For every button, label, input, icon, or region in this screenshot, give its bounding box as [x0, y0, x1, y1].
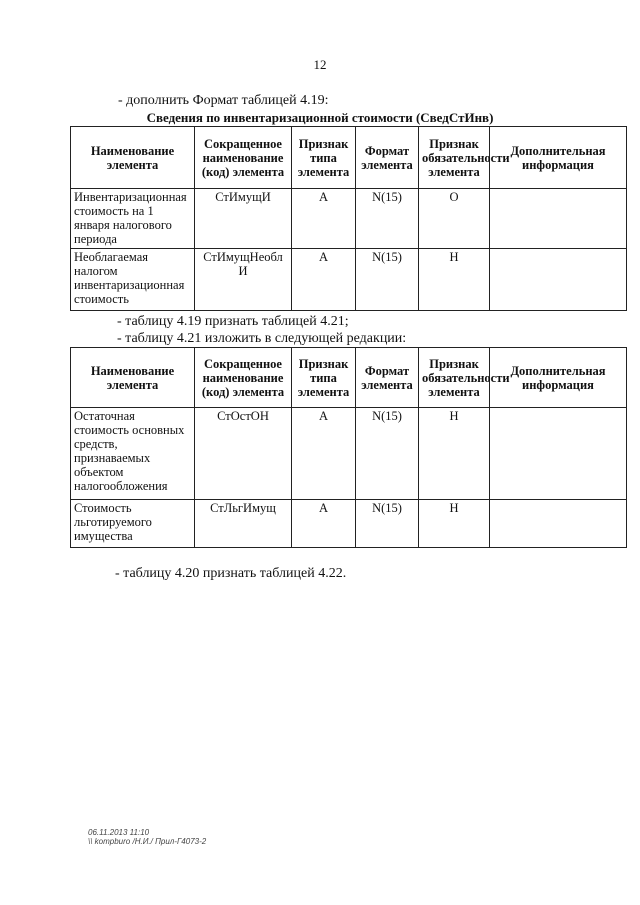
cell-required: Н	[419, 249, 490, 311]
note-3: - таблицу 4.20 признать таблицей 4.22.	[115, 566, 347, 581]
header-format: Формат элемента	[356, 348, 419, 408]
cell-short-name: СтЛьгИмущ	[195, 500, 292, 548]
header-required: Признак обязательности элемента	[419, 127, 490, 189]
cell-format: N(15)	[356, 249, 419, 311]
table-2-header-row	[71, 348, 627, 408]
cell-element-name: Инвентаризационная стоимость на 1 января налогового периода	[71, 189, 195, 249]
cell-element-name: Остаточная стоимость основных средств, признаваемых объектом налогообложения	[71, 408, 195, 500]
cell-element-name: Необлагаемая налогом инвентаризационная стоимость	[71, 249, 195, 311]
cell-short-name: СтИмущИ	[195, 189, 292, 249]
footer-timestamp: 06.11.2013 11:10	[88, 828, 150, 837]
cell-format: N(15)	[356, 408, 419, 500]
table1-title: Сведения по инвентаризационной стоимости (СведСтИнв)	[146, 110, 494, 125]
header-additional-info: Дополнительная информация	[490, 127, 627, 189]
header-element-name: Наименование элемента	[71, 127, 195, 189]
page-number: 12	[313, 57, 327, 72]
cell-additional-info	[490, 408, 627, 500]
header-type: Признак типа элемента	[292, 348, 356, 408]
cell-element-name: Стоимость льготируемого имущества	[71, 500, 195, 548]
cell-type: А	[292, 408, 356, 500]
cell-format: N(15)	[356, 500, 419, 548]
cell-type: А	[292, 249, 356, 311]
table-1	[70, 126, 627, 311]
footer-file-path: \\ kompburo /Н.И./ Прил-Г4073-2	[88, 837, 207, 846]
header-short-name: Сокращенное наименование (код) элемента	[195, 348, 292, 408]
cell-required: Н	[419, 500, 490, 548]
header-type: Признак типа элемента	[292, 127, 356, 189]
cell-additional-info	[490, 500, 627, 548]
cell-additional-info	[490, 249, 627, 311]
table-row	[71, 500, 627, 548]
cell-additional-info	[490, 189, 627, 249]
cell-type: А	[292, 500, 356, 548]
intro-line: - дополнить Формат таблицей 4.19:	[118, 93, 329, 108]
cell-required: Н	[419, 408, 490, 500]
cell-format: N(15)	[356, 189, 419, 249]
table-row	[71, 408, 627, 500]
table-row	[71, 189, 627, 249]
note-1: - таблицу 4.19 признать таблицей 4.21;	[117, 314, 349, 329]
cell-required: О	[419, 189, 490, 249]
cell-type: А	[292, 189, 356, 249]
table-1-header-row	[71, 127, 627, 189]
table-2	[70, 347, 627, 548]
cell-short-name: СтОстОН	[195, 408, 292, 500]
header-format: Формат элемента	[356, 127, 419, 189]
header-required: Признак обязательности элемента	[419, 348, 490, 408]
header-element-name: Наименование элемента	[71, 348, 195, 408]
table-row	[71, 249, 627, 311]
cell-short-name: СтИмущНеобл И	[195, 249, 292, 311]
note-2: - таблицу 4.21 изложить в следующей редакции:	[117, 331, 407, 346]
header-short-name: Сокращенное наименование (код) элемента	[195, 127, 292, 189]
header-additional-info: Дополнительная информация	[490, 348, 627, 408]
